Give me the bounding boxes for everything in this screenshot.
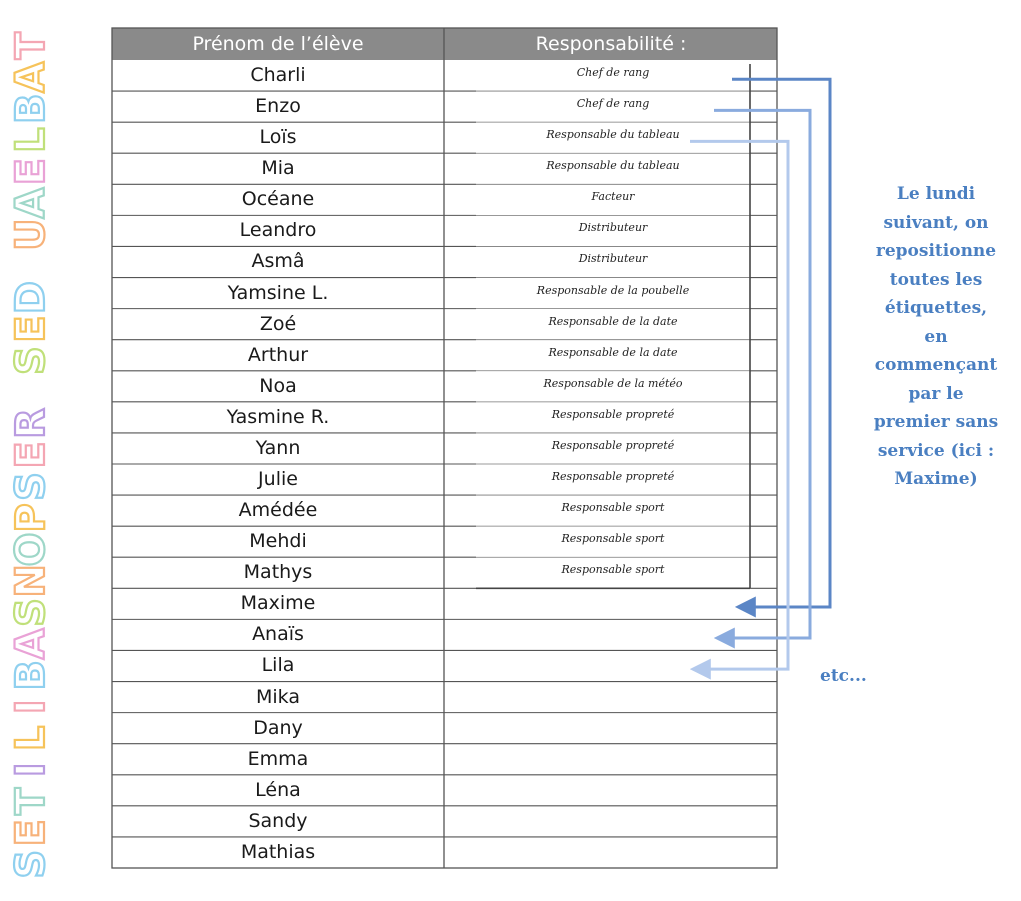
student-name: Arthur xyxy=(247,343,309,366)
responsibility-label: Responsable du tableau xyxy=(546,128,680,142)
title-letter: S xyxy=(8,849,54,879)
title-letter: S xyxy=(8,346,54,375)
student-name: Dany xyxy=(253,716,303,739)
student-name: Anaïs xyxy=(252,623,304,646)
responsibility-label: Responsable sport xyxy=(561,501,665,515)
student-name: Enzo xyxy=(255,95,301,118)
student-name: Sandy xyxy=(248,809,308,832)
note-line: toutes les xyxy=(889,269,983,290)
title-letter: L xyxy=(8,725,54,752)
student-name: Yasmine R. xyxy=(226,405,330,428)
student-name: Julie xyxy=(258,468,298,490)
title-letter: U xyxy=(8,218,54,251)
student-name: Leandro xyxy=(239,219,317,242)
note-line: en xyxy=(924,326,948,347)
title-letter: I xyxy=(8,699,54,715)
note-line: premier sans xyxy=(873,412,999,432)
instruction-note xyxy=(862,180,1010,494)
responsibility-label: Distributeur xyxy=(578,221,648,235)
title-letter: E xyxy=(8,315,54,343)
note-line: Le lundi xyxy=(896,184,976,204)
responsibility-label: Responsable de la météo xyxy=(543,376,683,390)
title-letter: A xyxy=(8,61,54,93)
student-name: Noa xyxy=(259,374,297,397)
responsibility-label: Distributeur xyxy=(578,252,648,266)
note-line: suivant, on xyxy=(883,212,989,233)
responsibility-label: Responsable sport xyxy=(561,563,665,577)
title-letter: T xyxy=(8,787,54,815)
responsibility-label: Chef de rang xyxy=(576,66,650,79)
title-letter: B xyxy=(8,93,54,124)
header-name: Prénom de l’élève xyxy=(192,33,364,55)
student-name: Maxime xyxy=(240,592,316,615)
title-letter: D xyxy=(8,280,54,315)
note-line: service (ici : xyxy=(877,440,995,461)
responsibility-label: Responsable de la date xyxy=(548,314,678,328)
title-letter: O xyxy=(8,532,54,567)
student-name: Amédée xyxy=(238,499,318,522)
title-letter: A xyxy=(8,187,54,219)
title-letter: P xyxy=(8,503,54,533)
responsibility-label: Facteur xyxy=(591,190,635,204)
responsibility-label: Responsable du tableau xyxy=(546,159,680,173)
title-letter: L xyxy=(8,127,54,153)
responsibility-label: Chef de rang xyxy=(576,97,650,111)
student-name: Loïs xyxy=(259,126,297,149)
student-name: Emma xyxy=(247,747,309,770)
student-name: Yann xyxy=(255,436,301,459)
title-letter: E xyxy=(8,819,54,847)
note-line: par le xyxy=(908,383,964,404)
title-letter: N xyxy=(8,564,54,598)
note-line: repositionne xyxy=(875,241,997,261)
title-letter: S xyxy=(8,598,54,627)
student-name: Charli xyxy=(250,64,306,86)
student-name: Asmâ xyxy=(251,250,305,273)
student-name: Mathias xyxy=(240,840,316,863)
responsibility-label: Responsable de la date xyxy=(548,345,678,359)
title-letter: I xyxy=(8,762,54,778)
title-letter: R xyxy=(8,408,54,439)
title-letter: A xyxy=(8,628,54,660)
student-name: Lila xyxy=(261,654,295,677)
responsibility-label: Responsable sport xyxy=(561,532,665,546)
student-name: Zoé xyxy=(259,312,297,335)
etc-note: etc... xyxy=(820,666,867,686)
student-name: Océane xyxy=(241,188,315,211)
header-responsibility: Responsabilité : xyxy=(535,33,687,55)
note-line: étiquettes, xyxy=(884,298,988,318)
responsibility-label: Responsable de la poubelle xyxy=(536,283,690,297)
title-letter: S xyxy=(8,472,54,501)
responsibility-label: Responsable propreté xyxy=(551,438,675,452)
student-name: Mia xyxy=(261,157,295,180)
student-name: Yamsine L. xyxy=(227,281,329,304)
student-name: Mehdi xyxy=(249,530,307,553)
student-name: Mathys xyxy=(243,561,313,584)
responsibility-label: Responsable propreté xyxy=(551,407,675,421)
title-letter: E xyxy=(8,441,54,469)
title-letter: B xyxy=(8,660,54,691)
student-name: Léna xyxy=(255,778,301,801)
note-line: Maxime) xyxy=(894,469,978,489)
student-name: Mika xyxy=(256,685,300,708)
responsibility-label: Responsable propreté xyxy=(551,470,675,483)
title-letter: T xyxy=(8,32,54,60)
note-line: commençant xyxy=(874,355,998,375)
title-letter: E xyxy=(8,158,54,186)
